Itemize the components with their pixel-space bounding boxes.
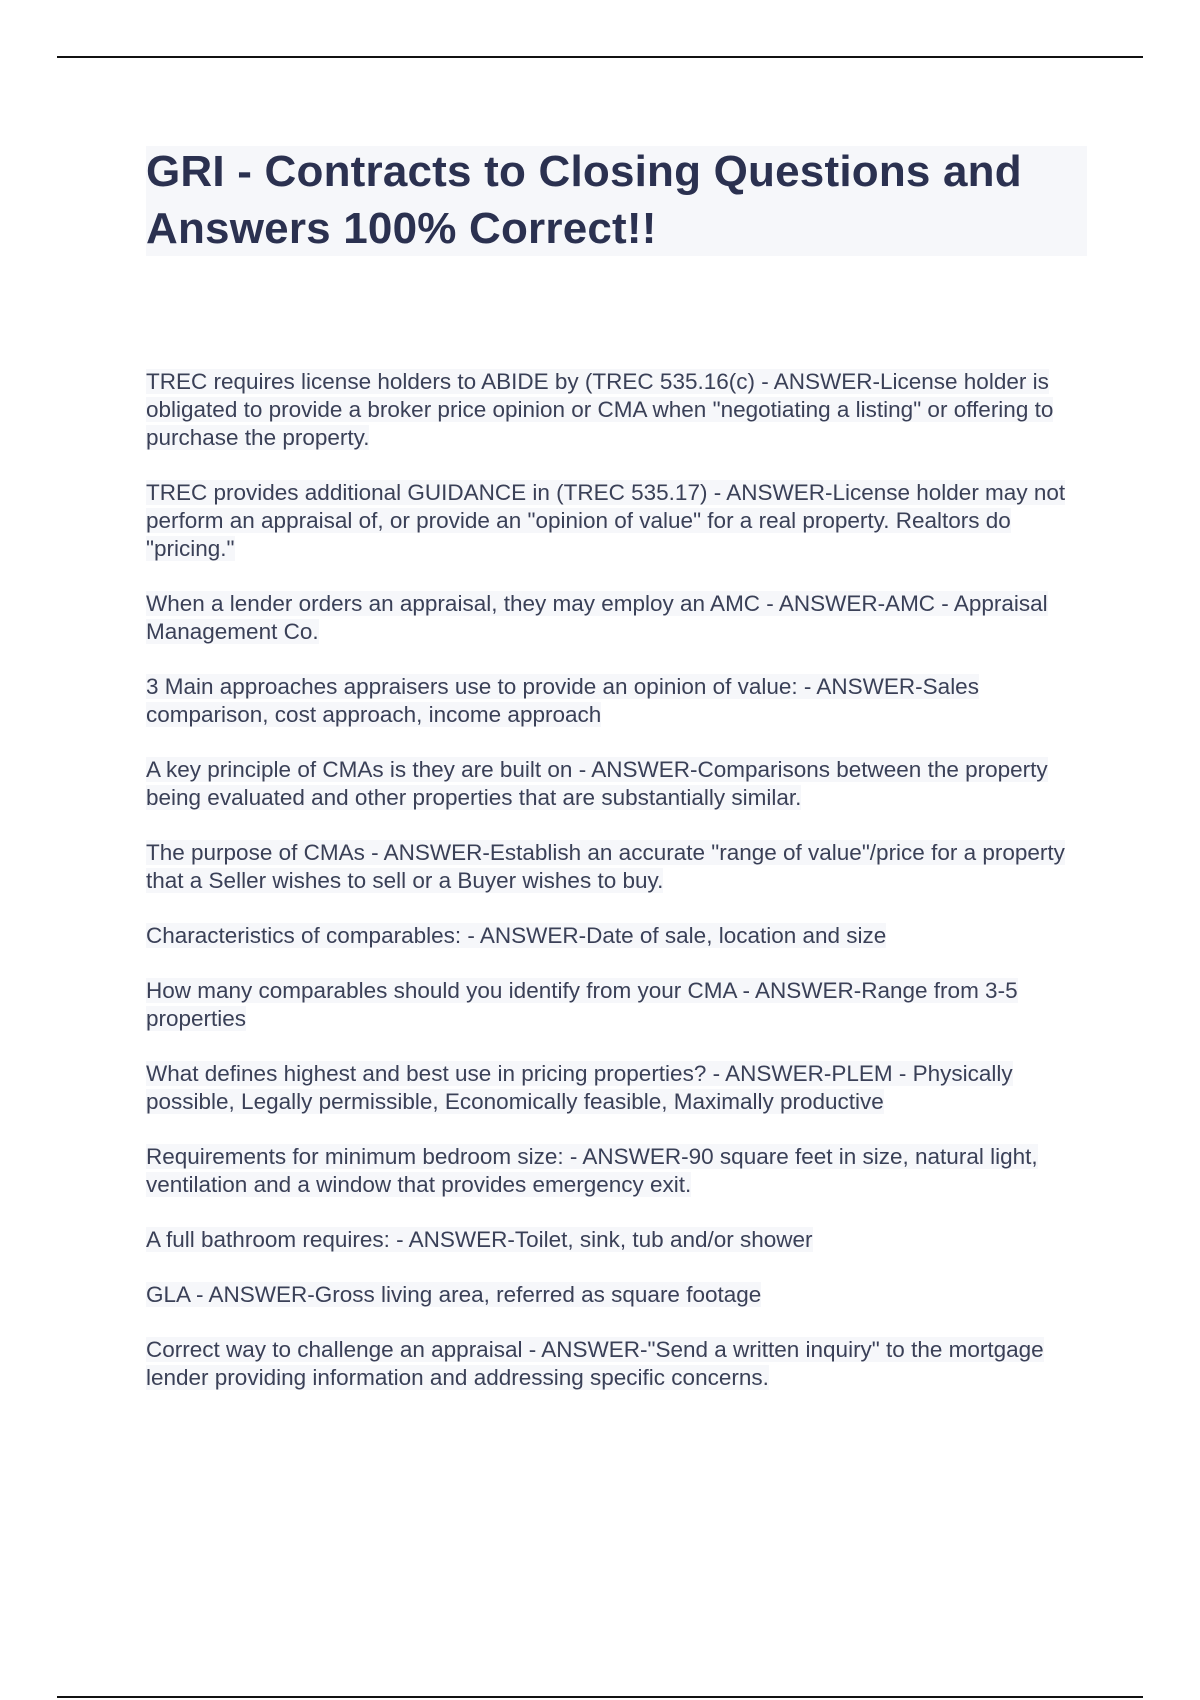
qa-text: How many comparables should you identify from your CMA - ANSWER-Range from 3-5 properties — [146, 978, 1018, 1031]
qa-item — [146, 839, 1091, 895]
qa-text: A full bathroom requires: - ANSWER-Toilet, sink, tub and/or shower — [146, 1227, 813, 1252]
qa-text: Requirements for minimum bedroom size: - ANSWER-90 square feet in size, natural light, ventilation and a window that provides emergency exit. — [146, 1144, 1038, 1197]
qa-list — [146, 368, 1091, 1419]
qa-text: 3 Main approaches appraisers use to provide an opinion of value: - ANSWER-Sales comparison, cost approach, income approach — [146, 674, 979, 727]
qa-item — [146, 756, 1091, 812]
top-rule — [57, 56, 1143, 58]
qa-item — [146, 479, 1091, 563]
qa-item — [146, 673, 1091, 729]
qa-item — [146, 977, 1091, 1033]
qa-text: Characteristics of comparables: - ANSWER-Date of sale, location and size — [146, 923, 887, 948]
qa-item — [146, 1143, 1091, 1199]
qa-item — [146, 590, 1091, 646]
qa-text: A key principle of CMAs is they are built on - ANSWER-Comparisons between the property being evaluated and other properties that are substantially similar. — [146, 757, 1048, 810]
document-title: GRI - Contracts to Closing Questions and Answers 100% Correct!! — [146, 147, 1022, 253]
qa-text: The purpose of CMAs - ANSWER-Establish an accurate "range of value"/price for a property that a Seller wishes to sell or a Buyer wishes to buy. — [146, 840, 1065, 893]
qa-text: Correct way to challenge an appraisal - ANSWER-"Send a written inquiry" to the mortgage lender providing information and addressing specific concerns. — [146, 1337, 1044, 1390]
qa-item — [146, 1336, 1091, 1392]
qa-text: TREC provides additional GUIDANCE in (TREC 535.17) - ANSWER-License holder may not perform an appraisal of, or provide an "opinion of value" for a real property. Realtors do "pricing." — [146, 480, 1066, 561]
qa-text: TREC requires license holders to ABIDE by (TREC 535.16(c) - ANSWER-License holder is obligated to provide a broker price opinion or CMA when "negotiating a listing" or offering to purchase the property. — [146, 369, 1054, 450]
qa-item — [146, 368, 1091, 452]
qa-item — [146, 1060, 1091, 1116]
qa-text: What defines highest and best use in pricing properties? - ANSWER-PLEM - Physically possible, Legally permissible, Economically feasible, Maximally productive — [146, 1061, 1013, 1114]
qa-item — [146, 1226, 1091, 1254]
qa-text: When a lender orders an appraisal, they may employ an AMC - ANSWER-AMC - Appraisal Management Co. — [146, 591, 1048, 644]
qa-text: GLA - ANSWER-Gross living area, referred as square footage — [146, 1282, 762, 1307]
bottom-rule — [57, 1696, 1143, 1698]
qa-item — [146, 1281, 1091, 1309]
title-block — [146, 146, 1087, 256]
qa-item — [146, 922, 1091, 950]
